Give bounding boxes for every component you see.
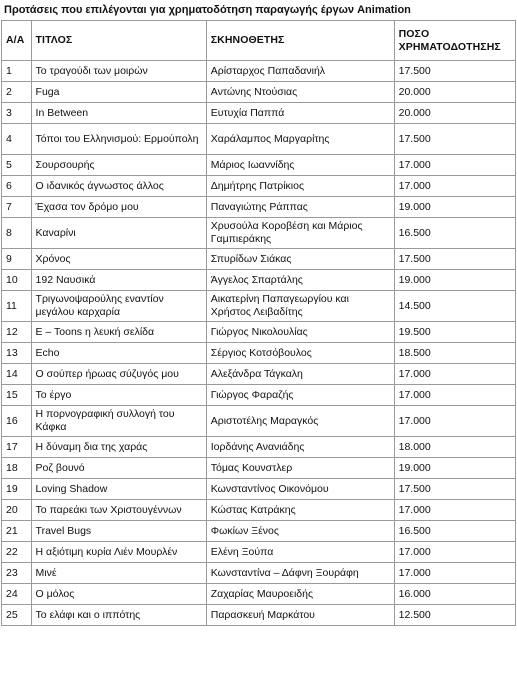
row-amount: 20.000	[394, 82, 515, 103]
row-title: E – Toons η λευκή σελίδα	[31, 322, 206, 343]
row-amount: 17.000	[394, 563, 515, 584]
table-row	[2, 103, 516, 124]
table-row	[2, 584, 516, 605]
row-amount: 20.000	[394, 103, 515, 124]
row-num: 10	[2, 270, 32, 291]
header-num: Α/Α	[2, 21, 32, 61]
row-num: 19	[2, 479, 32, 500]
row-amount: 17.000	[394, 176, 515, 197]
row-title: Το έργο	[31, 385, 206, 406]
row-director: Ελένη Ξούπα	[206, 542, 394, 563]
row-num: 4	[2, 124, 32, 155]
row-director: Φωκίων Ξένος	[206, 521, 394, 542]
row-director: Χαράλαμπος Μαργαρίτης	[206, 124, 394, 155]
row-director: Ιορδάνης Ανανιάδης	[206, 437, 394, 458]
row-amount: 17.500	[394, 479, 515, 500]
table-row	[2, 155, 516, 176]
row-num: 21	[2, 521, 32, 542]
table-row	[2, 270, 516, 291]
row-director: Μάριος Ιωαννίδης	[206, 155, 394, 176]
row-num: 6	[2, 176, 32, 197]
row-num: 7	[2, 197, 32, 218]
row-title: Ο μόλος	[31, 584, 206, 605]
funding-table	[1, 20, 516, 626]
row-amount: 17.000	[394, 364, 515, 385]
row-num: 3	[2, 103, 32, 124]
row-director: Κωνσταντίνος Οικονόμου	[206, 479, 394, 500]
row-title: Τριγωνοψαρούλης εναντίον μεγάλου καρχαρία	[31, 291, 206, 322]
table-row	[2, 437, 516, 458]
row-num: 18	[2, 458, 32, 479]
table-row	[2, 479, 516, 500]
table-row	[2, 124, 516, 155]
row-director: Ζαχαρίας Μαυροειδής	[206, 584, 394, 605]
row-num: 14	[2, 364, 32, 385]
table-row	[2, 61, 516, 82]
row-num: 25	[2, 605, 32, 626]
row-amount: 14.500	[394, 291, 515, 322]
table-row	[2, 542, 516, 563]
row-director: Ευτυχία Παππά	[206, 103, 394, 124]
row-title: Ο σούπερ ήρωας σύζυγός μου	[31, 364, 206, 385]
row-amount: 17.000	[394, 542, 515, 563]
row-amount: 12.500	[394, 605, 515, 626]
row-title: Η πορνογραφική συλλογή του Κάφκα	[31, 406, 206, 437]
table-row	[2, 563, 516, 584]
table-row	[2, 385, 516, 406]
row-num: 13	[2, 343, 32, 364]
row-title: Καναρίνι	[31, 218, 206, 249]
row-amount: 17.500	[394, 124, 515, 155]
row-director: Αριστοτέλης Μαραγκός	[206, 406, 394, 437]
row-director: Σέργιος Κοτσόβουλος	[206, 343, 394, 364]
row-director: Γιώργος Φαραζής	[206, 385, 394, 406]
row-title: Σουρσουρής	[31, 155, 206, 176]
row-director: Άγγελος Σπαρτάλης	[206, 270, 394, 291]
row-title: Το τραγούδι των μοιρών	[31, 61, 206, 82]
row-title: Έχασα τον δρόμο μου	[31, 197, 206, 218]
row-title: Τόποι του Ελληνισμού: Ερμούπολη	[31, 124, 206, 155]
row-director: Παναγιώτης Ράππας	[206, 197, 394, 218]
table-row	[2, 322, 516, 343]
row-director: Αικατερίνη Παπαγεωργίου και Χρήστος Λειβαδίτης	[206, 291, 394, 322]
row-amount: 16.500	[394, 218, 515, 249]
row-title: Ο ιδανικός άγνωστος άλλος	[31, 176, 206, 197]
row-director: Γιώργος Νικολουλίας	[206, 322, 394, 343]
row-num: 23	[2, 563, 32, 584]
row-title: Χρόνος	[31, 249, 206, 270]
row-title: Το ελάφι και ο ιππότης	[31, 605, 206, 626]
table-title: Προτάσεις που επιλέγονται για χρηματοδότηση παραγωγής έργων Animation	[0, 0, 517, 20]
header-title: ΤΙΤΛΟΣ	[31, 21, 206, 61]
row-amount: 17.000	[394, 500, 515, 521]
row-amount: 17.500	[394, 61, 515, 82]
row-director: Αλεξάνδρα Τάγκαλη	[206, 364, 394, 385]
row-num: 24	[2, 584, 32, 605]
table-row	[2, 605, 516, 626]
row-amount: 17.500	[394, 249, 515, 270]
row-title: Η δύναμη δια της χαράς	[31, 437, 206, 458]
row-num: 17	[2, 437, 32, 458]
row-title: Η αξιότιμη κυρία Λιέν Μουρλέν	[31, 542, 206, 563]
row-title: Μινέ	[31, 563, 206, 584]
row-amount: 17.000	[394, 155, 515, 176]
row-title: In Between	[31, 103, 206, 124]
row-title: Fuga	[31, 82, 206, 103]
row-amount: 19.500	[394, 322, 515, 343]
table-row	[2, 406, 516, 437]
row-amount: 18.000	[394, 437, 515, 458]
table-body	[2, 61, 516, 626]
row-title: Ροζ βουνό	[31, 458, 206, 479]
header-amount: ΠΟΣΟ ΧΡΗΜΑΤΟΔΟΤΗΣΗΣ	[394, 21, 515, 61]
row-amount: 19.000	[394, 270, 515, 291]
row-director: Σπυρίδων Σιάκας	[206, 249, 394, 270]
table-row	[2, 291, 516, 322]
table-row	[2, 521, 516, 542]
row-amount: 17.000	[394, 406, 515, 437]
row-director: Αρίσταρχος Παπαδανιήλ	[206, 61, 394, 82]
row-director: Αντώνης Ντούσιας	[206, 82, 394, 103]
row-num: 5	[2, 155, 32, 176]
row-amount: 16.500	[394, 521, 515, 542]
table-row	[2, 500, 516, 521]
table-row	[2, 218, 516, 249]
row-num: 2	[2, 82, 32, 103]
row-director: Παρασκευή Μαρκάτου	[206, 605, 394, 626]
row-num: 15	[2, 385, 32, 406]
row-num: 1	[2, 61, 32, 82]
row-amount: 17.000	[394, 385, 515, 406]
row-director: Δημήτρης Πατρίκιος	[206, 176, 394, 197]
table-row	[2, 458, 516, 479]
row-title: Travel Bugs	[31, 521, 206, 542]
row-title: Echo	[31, 343, 206, 364]
row-num: 22	[2, 542, 32, 563]
row-title: Loving Shadow	[31, 479, 206, 500]
table-row	[2, 176, 516, 197]
row-title: 192 Ναυσικά	[31, 270, 206, 291]
row-num: 12	[2, 322, 32, 343]
row-director: Χρυσούλα Κοροβέση και Μάριος Γαμπιεράκης	[206, 218, 394, 249]
row-num: 20	[2, 500, 32, 521]
table-row	[2, 343, 516, 364]
row-num: 11	[2, 291, 32, 322]
row-amount: 18.500	[394, 343, 515, 364]
table-row	[2, 249, 516, 270]
row-director: Κώστας Κατράκης	[206, 500, 394, 521]
header-director: ΣΚΗΝΟΘΕΤΗΣ	[206, 21, 394, 61]
row-title: Το παρεάκι των Χριστουγέννων	[31, 500, 206, 521]
row-director: Τόμας Κουνστλερ	[206, 458, 394, 479]
row-num: 9	[2, 249, 32, 270]
table-row	[2, 197, 516, 218]
row-num: 8	[2, 218, 32, 249]
table-row	[2, 82, 516, 103]
row-amount: 16.000	[394, 584, 515, 605]
row-amount: 19.000	[394, 197, 515, 218]
row-num: 16	[2, 406, 32, 437]
table-header-row	[2, 21, 516, 61]
row-amount: 19.000	[394, 458, 515, 479]
row-director: Κωνσταντίνα – Δάφνη Ξουράφη	[206, 563, 394, 584]
table-row	[2, 364, 516, 385]
